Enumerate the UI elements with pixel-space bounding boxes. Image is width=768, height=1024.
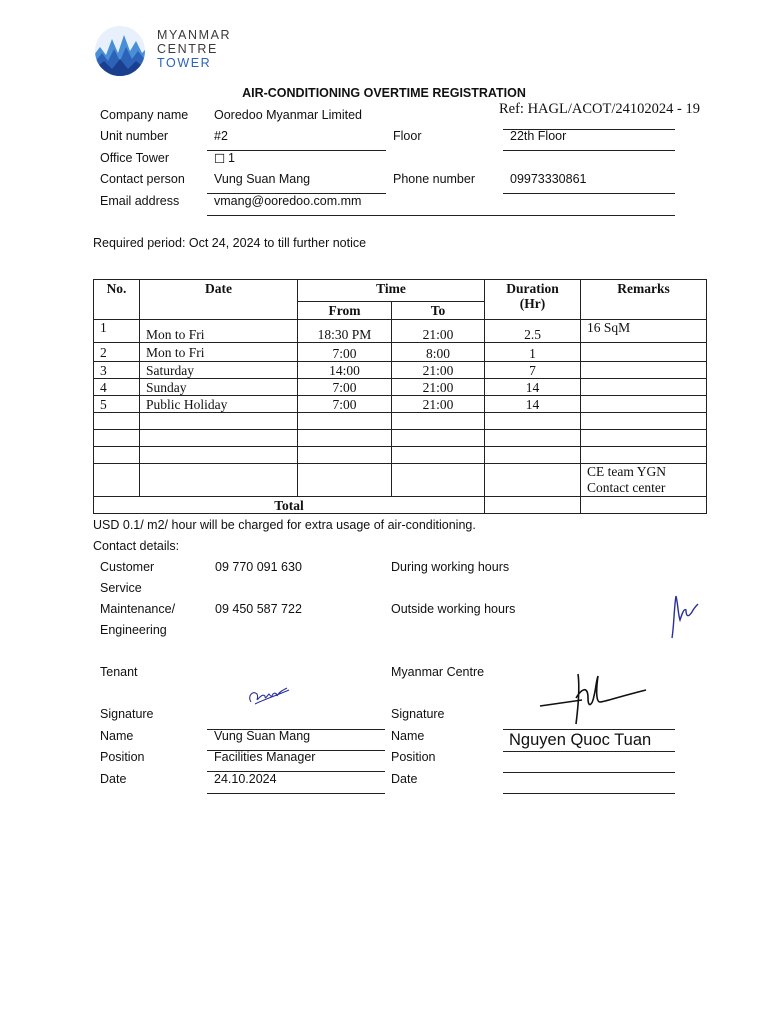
phone-value: 09973330861 — [510, 172, 587, 186]
reference-number: Ref: HAGL/ACOT/24102024 - 19 — [499, 101, 700, 117]
row-remarks: 16 SqM — [581, 320, 707, 343]
row-no: 2 — [94, 343, 140, 362]
table-row — [94, 379, 707, 396]
tenant-name-value: Vung Suan Mang — [214, 729, 311, 743]
row-date: Mon to Fri — [140, 320, 298, 343]
row-to: 21:00 — [392, 362, 485, 379]
overtime-schedule-table — [93, 279, 707, 514]
total-duration — [485, 497, 581, 514]
centre-date-underline — [503, 793, 675, 794]
email-value: vmang@ooredoo.com.mm — [214, 194, 362, 208]
header-to: To — [392, 302, 485, 320]
row-remarks — [581, 396, 707, 413]
myanmar-centre-heading: Myanmar Centre — [391, 665, 485, 679]
row-no: 5 — [94, 396, 140, 413]
header-duration — [485, 280, 581, 320]
centre-name-value: Nguyen Quoc Tuan — [509, 731, 652, 749]
tenant-heading: Tenant — [100, 665, 138, 679]
email-label: Email address — [100, 194, 180, 208]
row-to: 21:00 — [392, 320, 485, 343]
email-underline — [207, 215, 675, 216]
row-date: Saturday — [140, 362, 298, 379]
required-period: Required period: Oct 24, 2024 to till further notice — [93, 236, 367, 250]
row-from: 7:00 — [298, 396, 392, 413]
row-no: 1 — [94, 320, 140, 343]
row-duration: 1 — [485, 343, 581, 362]
total-row — [94, 497, 707, 514]
header-from: From — [298, 302, 392, 320]
row-remarks — [581, 379, 707, 396]
row-duration: 2.5 — [485, 320, 581, 343]
centre-name-label: Name — [391, 729, 425, 743]
maintenance-label-1: Maintenance/ — [100, 602, 176, 616]
remarks-note-line1: CE team YGN — [587, 464, 666, 479]
remarks-note — [581, 464, 707, 497]
centre-signature-icon — [538, 668, 650, 728]
row-from: 7:00 — [298, 343, 392, 362]
row-remarks — [581, 362, 707, 379]
header-date: Date — [140, 280, 298, 320]
centre-position-label: Position — [391, 750, 436, 764]
table-row-empty — [94, 447, 707, 464]
centre-date-label: Date — [391, 772, 418, 786]
myanmar-centre-logo-icon — [94, 25, 146, 77]
contact-person-label: Contact person — [100, 172, 185, 186]
logo-text-line2: CENTRE — [157, 42, 218, 56]
header-duration-line2: (Hr) — [519, 296, 546, 311]
total-label: Total — [94, 497, 485, 514]
table-row-empty — [94, 413, 707, 430]
phone-underline — [503, 193, 675, 194]
row-duration: 7 — [485, 362, 581, 379]
tower-checkbox[interactable]: ☐ — [214, 152, 226, 166]
header-time: Time — [298, 280, 485, 302]
row-to: 21:00 — [392, 396, 485, 413]
centre-name-underline — [503, 751, 675, 752]
table-row — [94, 343, 707, 362]
tenant-date-underline — [207, 793, 385, 794]
row-no: 3 — [94, 362, 140, 379]
row-from: 18:30 PM — [298, 320, 392, 343]
document-title: AIR-CONDITIONING OVERTIME REGISTRATION — [242, 86, 526, 100]
tenant-date-value: 24.10.2024 — [214, 772, 277, 786]
unit-label: Unit number — [100, 129, 169, 143]
unit-value: #2 — [214, 129, 228, 143]
remarks-note-line2: Contact center — [587, 480, 666, 495]
table-row — [94, 396, 707, 413]
charge-note: USD 0.1/ m2/ hour will be charged for extra usage of air-conditioning. — [93, 518, 476, 532]
contact-details-heading: Contact details: — [93, 539, 180, 553]
row-date: Mon to Fri — [140, 343, 298, 362]
floor-label: Floor — [393, 129, 422, 143]
header-remarks: Remarks — [581, 280, 707, 320]
row-duration: 14 — [485, 396, 581, 413]
total-remarks — [581, 497, 707, 514]
row-remarks — [581, 343, 707, 362]
row-from: 14:00 — [298, 362, 392, 379]
row-no: 4 — [94, 379, 140, 396]
company-value: Ooredoo Myanmar Limited — [214, 108, 362, 122]
table-row-empty — [94, 464, 707, 497]
phone-label: Phone number — [393, 172, 476, 186]
company-label: Company name — [100, 108, 189, 122]
table-row — [94, 362, 707, 379]
maintenance-label-2: Engineering — [100, 623, 167, 637]
header-no: No. — [94, 280, 140, 320]
row-from: 7:00 — [298, 379, 392, 396]
tenant-position-label: Position — [100, 750, 145, 764]
logo-text-line3: TOWER — [157, 56, 212, 70]
maintenance-hours: Outside working hours — [391, 602, 516, 616]
row-date: Public Holiday — [140, 396, 298, 413]
tower-value: 1 — [228, 151, 235, 165]
floor-value: 22th Floor — [510, 129, 567, 143]
tenant-name-label: Name — [100, 729, 134, 743]
row-to: 8:00 — [392, 343, 485, 362]
logo-text-line1: MYANMAR — [157, 28, 232, 42]
tenant-position-value: Facilities Manager — [214, 750, 316, 764]
centre-signature-label: Signature — [391, 707, 445, 721]
tower-label: Office Tower — [100, 151, 170, 165]
customer-service-phone: 09 770 091 630 — [215, 560, 302, 574]
customer-service-hours: During working hours — [391, 560, 510, 574]
row-to: 21:00 — [392, 379, 485, 396]
initials-mark-icon — [666, 590, 702, 642]
tenant-signature-label: Signature — [100, 707, 154, 721]
tenant-signature-icon — [243, 682, 291, 710]
customer-service-label-1: Customer — [100, 560, 155, 574]
row-date: Sunday — [140, 379, 298, 396]
contact-person-value: Vung Suan Mang — [214, 172, 311, 186]
tenant-date-label: Date — [100, 772, 127, 786]
floor-underline — [503, 150, 675, 151]
centre-signature-underline — [503, 729, 675, 730]
table-row — [94, 320, 707, 343]
row-duration: 14 — [485, 379, 581, 396]
table-row-empty — [94, 430, 707, 447]
header-duration-line1: Duration — [506, 281, 559, 296]
customer-service-label-2: Service — [100, 581, 142, 595]
maintenance-phone: 09 450 587 722 — [215, 602, 302, 616]
centre-position-underline — [503, 772, 675, 773]
